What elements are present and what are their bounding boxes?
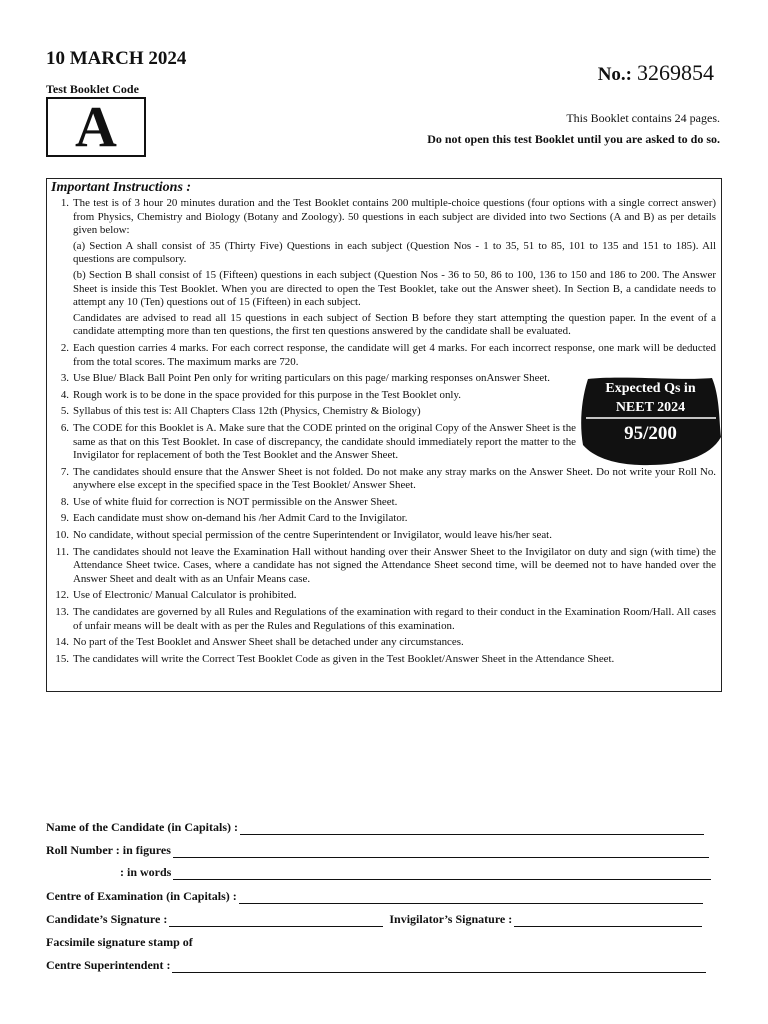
instruction-text: The candidates are governed by all Rules and Regulations of the examination with regard to their conduct in the Examination Room/Hall. All cases of unfair means will be dealt with as per the Rules and Regulations of this examination. <box>73 606 716 632</box>
superintendent-line[interactable] <box>172 960 706 973</box>
candidate-signature-label: Candidate’s Signature : <box>46 912 168 926</box>
instruction-number: 1. <box>60 197 69 209</box>
instruction-number: 4. <box>60 388 69 401</box>
instruction-text: Use of white fluid for correction is NOT permissible on the Answer Sheet. <box>73 495 398 508</box>
instruction-text: The candidates should not leave the Examination Hall without handing over their Answer Sheet to the Invigilator on duty and sign (with time) the Attendance Sheet twice. Cases, where a candidate has not signed the Attendance Sheet second time, will be deemed not to have handed over the Answer Sheet and dealt with as an Unfair Means case. <box>73 545 716 585</box>
instruction-item <box>51 653 716 667</box>
invigilator-signature-label: Invigilator’s Signature : <box>389 912 513 926</box>
instruction-text: Use of Electronic/ Manual Calculator is prohibited. <box>73 589 297 602</box>
instruction-number: 15. <box>55 652 69 665</box>
instruction-subtext: (a) Section A shall consist of 35 (Thirty Five) Questions in each subject (Question Nos - 1 to 35, 51 to 85, 101 to 135 and 151 to 185). All questions are compulsory. <box>73 239 716 266</box>
instruction-text: The candidates should ensure that the Answer Sheet is not folded. Do not make any stray marks on the Answer Sheet. Do not write your Roll No. anywhere else except in the specified space in the Test Booklet/ Answer Sheet. <box>73 465 716 492</box>
badge-line-1: Expected Qs in <box>605 381 696 396</box>
roll-words-field[interactable] <box>120 865 711 880</box>
instruction-text: The test is of 3 hour 20 minutes duration and the Test Booklet contains 200 multiple-choice questions (four options with a single correct answer) from Physics, Chemistry and Biology (Botany and Zoology). 50 questions in each subject are divided into two Sections (A and B) as per details given below: <box>73 197 716 237</box>
instruction-number: 9. <box>60 512 69 525</box>
instruction-text: No part of the Test Booklet and Answer Sheet shall be detached under any circumstances. <box>73 636 464 649</box>
candidate-signature-line[interactable] <box>169 914 383 927</box>
instruction-text: The CODE for this Booklet is A. Make sure that the CODE printed on the original Copy of the Answer Sheet is the same as that on this Test Booklet. In case of discrepancy, the candidate should immediately report the matter to the Invigilator for replacement of both the Test Booklet and the Answer Sheet. <box>73 421 576 462</box>
instruction-text: Each candidate must show on-demand his /her Admit Card to the Invigilator. <box>73 512 408 525</box>
instruction-item <box>51 529 716 543</box>
instruction-number: 10. <box>55 529 69 542</box>
instruction-number: 6. <box>60 421 69 434</box>
exam-centre-field[interactable] <box>46 889 703 904</box>
instruction-item <box>51 512 716 526</box>
instruction-item <box>51 589 716 603</box>
expected-questions-badge <box>580 377 721 466</box>
instruction-text: Each question carries 4 marks. For each correct response, the candidate will get 4 marks. For each incorrect response, one mark will be deducted from the total scores. The maximum marks are 720. <box>73 341 716 368</box>
roll-words-line[interactable] <box>173 867 711 880</box>
facsimile-label-row <box>46 935 193 950</box>
invigilator-signature-line[interactable] <box>514 914 702 927</box>
instruction-text: Use Blue/ Black Ball Point Pen only for writing particulars on this page/ marking responses onAnswer Sheet. <box>73 372 550 385</box>
booklet-number-value: 3269854 <box>637 60 714 85</box>
instruction-subtext: (b) Section B shall consist of 15 (Fifteen) questions in each subject (Question Nos - 36 to 50, 86 to 100, 136 to 150 and 186 to 200. The Answer Sheet is inside this Test Booklet. When you are directed to open the Test Booklet, take out the Answer sheet). In Section B, a candidate needs to attempt any 10 (Ten) questions out of 15 (Fifteen) in each subject. <box>73 268 716 309</box>
instruction-item <box>51 197 716 339</box>
superintendent-label: Centre Superintendent : <box>46 958 171 972</box>
roll-figures-label: Roll Number : in figures <box>46 843 171 857</box>
booklet-number-label: No.: <box>597 64 632 85</box>
instruction-number: 5. <box>60 405 69 418</box>
badge-score: 95/200 <box>624 423 677 444</box>
instructions-title: Important Instructions : <box>51 180 192 195</box>
instruction-text: Syllabus of this test is: All Chapters Class 12th (Physics, Chemistry & Biology) <box>73 405 421 418</box>
instruction-number: 2. <box>60 341 69 354</box>
roll-figures-line[interactable] <box>173 845 709 858</box>
booklet-code-label: Test Booklet Code <box>46 82 139 96</box>
instruction-number: 8. <box>60 495 69 508</box>
instruction-item <box>51 606 716 633</box>
instruction-text: No candidate, without special permission of the centre Superintendent or Invigilator, would leave his/her seat. <box>73 529 552 542</box>
instruction-subtext: Candidates are advised to read all 15 questions in each subject of Section B before they start attempting the question paper. In the event of a candidate attempting more than ten questions, the first ten questions answered by the candidate shall be evaluated. <box>73 311 716 338</box>
booklet-code-letter: A <box>75 94 117 159</box>
superintendent-field[interactable] <box>46 958 706 973</box>
instruction-number: 11. <box>55 545 69 558</box>
facsimile-label: Facsimile signature stamp of <box>46 935 193 949</box>
instruction-item <box>51 496 716 510</box>
roll-words-label: : in words <box>120 865 172 879</box>
instruction-text: The candidates will write the Correct Test Booklet Code as given in the Test Booklet/Answer Sheet in the Attendance Sheet. <box>73 652 615 665</box>
instruction-item <box>51 342 716 369</box>
booklet-code-box <box>46 94 146 159</box>
instruction-number: 12. <box>55 589 69 602</box>
instruction-text: Rough work is to be done in the space provided for this purpose in the Test Booklet only. <box>73 388 461 401</box>
open-warning: Do not open this test Booklet until you are asked to do so. <box>427 132 720 146</box>
badge-line-2: NEET 2024 <box>615 400 686 415</box>
instruction-item <box>51 636 716 650</box>
instruction-number: 13. <box>55 606 69 619</box>
exam-centre-label: Centre of Examination (in Capitals) : <box>46 889 237 903</box>
instruction-item <box>51 466 716 493</box>
candidate-name-label: Name of the Candidate (in Capitals) : <box>46 820 238 834</box>
instruction-number: 3. <box>60 372 69 385</box>
instruction-number: 7. <box>60 465 69 478</box>
instruction-number: 14. <box>55 636 69 649</box>
exam-date: 10 MARCH 2024 <box>46 48 187 69</box>
booklet-number <box>598 60 714 86</box>
candidate-name-line[interactable] <box>240 822 704 835</box>
candidate-name-field[interactable] <box>46 820 704 835</box>
pages-note: This Booklet contains 24 pages. <box>566 111 720 125</box>
instruction-item <box>51 546 716 587</box>
exam-centre-line[interactable] <box>239 891 703 904</box>
signatures-row <box>46 912 702 927</box>
roll-figures-field[interactable] <box>46 843 709 858</box>
